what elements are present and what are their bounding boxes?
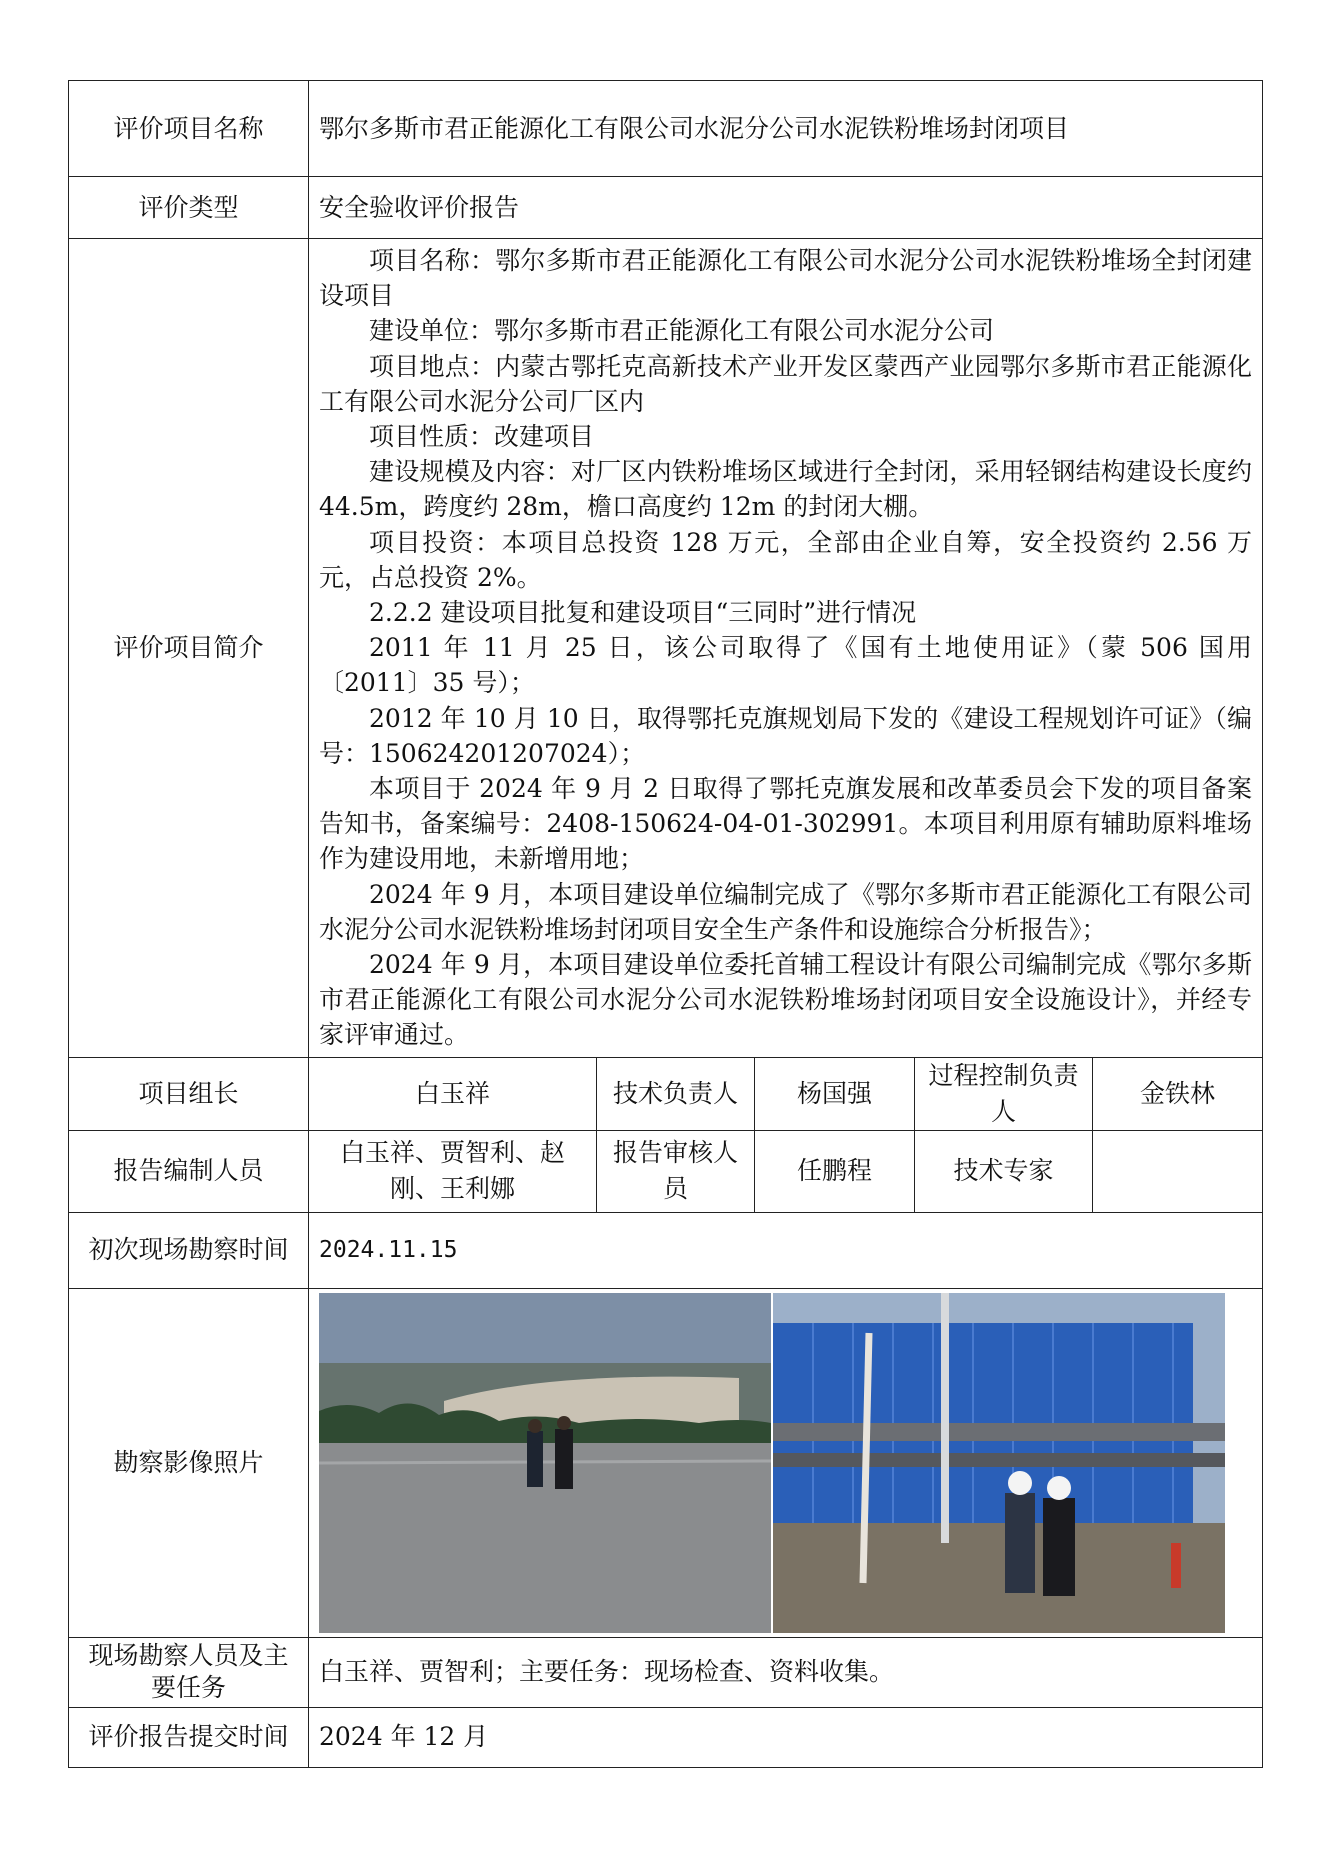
intro-paragraph: 建设规模及内容：对厂区内铁粉堆场区域进行全封闭，采用轻钢结构建设长度约 44.5m，跨度约 28m，檐口高度约 12m 的封闭大棚。 bbox=[319, 457, 1252, 522]
eval-type-label: 评价类型 bbox=[69, 177, 309, 239]
intro-paragraph: 2012 年 10 月 10 日，取得鄂托克旗规划局下发的《建设工程规划许可证》（编号：150624201207024）； bbox=[319, 703, 1252, 768]
expert-label: 技术专家 bbox=[915, 1130, 1093, 1212]
photos-cell bbox=[309, 1288, 1263, 1637]
person-right bbox=[1043, 1498, 1075, 1596]
person-right-head bbox=[1047, 1476, 1071, 1500]
person-left-head bbox=[1008, 1471, 1032, 1495]
photo-road-line bbox=[319, 1461, 771, 1463]
intro-paragraph: 2.2.2 建设项目批复和建设项目“三同时”进行情况 bbox=[369, 598, 917, 628]
reviewer-label: 报告审核人员 bbox=[597, 1130, 755, 1212]
survey-staff-value: 白玉祥、贾智利；主要任务：现场检查、资料收集。 bbox=[309, 1637, 1263, 1707]
project-name-value: 鄂尔多斯市君正能源化工有限公司水泥分公司水泥铁粉堆场封闭项目 bbox=[309, 81, 1263, 177]
compilers-value: 白玉祥、贾智利、赵刚、王利娜 bbox=[309, 1130, 597, 1212]
photo-ground bbox=[319, 1443, 771, 1633]
intro-paragraph: 项目性质：改建项目 bbox=[369, 422, 595, 452]
intro-paragraph: 2024 年 9 月，本项目建设单位委托首辅工程设计有限公司编制完成《鄂尔多斯市君正能源化工有限公司水泥分公司水泥铁粉堆场封闭项目安全设施设计》，并经专家评审通过。 bbox=[319, 950, 1252, 1050]
survey-staff-label: 现场勘察人员及主要任务 bbox=[69, 1637, 309, 1707]
row-submit-time bbox=[69, 1707, 1263, 1767]
row-eval-type bbox=[69, 177, 1263, 239]
intro-paragraph: 项目名称：鄂尔多斯市君正能源化工有限公司水泥分公司水泥铁粉堆场全封闭建设项目 bbox=[319, 246, 1252, 311]
person-right-head bbox=[557, 1416, 571, 1430]
photo-ground bbox=[773, 1523, 1225, 1633]
intro-label: 评价项目简介 bbox=[69, 239, 309, 1058]
team-leader-label: 项目组长 bbox=[69, 1057, 309, 1130]
reviewer-value: 任鹏程 bbox=[755, 1130, 915, 1212]
team-leader-value: 白玉祥 bbox=[309, 1057, 597, 1130]
row-compilers bbox=[69, 1130, 1263, 1212]
intro-paragraph: 2024 年 9 月，本项目建设单位编制完成了《鄂尔多斯市君正能源化工有限公司水泥分公司水泥铁粉堆场封闭项目安全生产条件和设施综合分析报告》； bbox=[319, 879, 1252, 944]
photos-label: 勘察影像照片 bbox=[69, 1288, 309, 1637]
intro-content bbox=[309, 239, 1263, 1058]
tech-lead-value: 杨国强 bbox=[755, 1057, 915, 1130]
person-left bbox=[527, 1431, 543, 1487]
person-left-head bbox=[528, 1419, 542, 1433]
person-left bbox=[1005, 1493, 1035, 1593]
eval-type-value: 安全验收评价报告 bbox=[309, 177, 1263, 239]
intro-paragraph: 建设单位：鄂尔多斯市君正能源化工有限公司水泥分公司 bbox=[369, 316, 995, 346]
photo-pole bbox=[941, 1293, 949, 1543]
row-photos bbox=[69, 1288, 1263, 1637]
row-team-leader bbox=[69, 1057, 1263, 1130]
submit-time-value: 2024 年 12 月 bbox=[309, 1707, 1263, 1767]
site-photo-left bbox=[319, 1293, 771, 1633]
tech-lead-label: 技术负责人 bbox=[597, 1057, 755, 1130]
survey-time-label: 初次现场勘察时间 bbox=[69, 1212, 309, 1288]
photo-pipe bbox=[773, 1423, 1225, 1441]
person-right bbox=[555, 1429, 573, 1489]
photo-hydrant bbox=[1171, 1543, 1181, 1588]
project-name-label: 评价项目名称 bbox=[69, 81, 309, 177]
submit-time-label: 评价报告提交时间 bbox=[69, 1707, 309, 1767]
expert-value bbox=[1093, 1130, 1263, 1212]
intro-paragraph: 项目投资：本项目总投资 128 万元，全部由企业自筹，安全投资约 2.56 万元，占总投资 2%。 bbox=[319, 527, 1252, 592]
row-intro bbox=[69, 239, 1263, 1058]
row-project-name bbox=[69, 81, 1263, 177]
row-survey-staff bbox=[69, 1637, 1263, 1707]
intro-paragraph: 项目地点：内蒙古鄂托克高新技术产业开发区蒙西产业园鄂尔多斯市君正能源化工有限公司水泥分公司厂区内 bbox=[319, 351, 1252, 416]
row-survey-time bbox=[69, 1212, 1263, 1288]
process-control-label: 过程控制负责人 bbox=[915, 1057, 1093, 1130]
site-photo-right bbox=[773, 1293, 1225, 1633]
photo-strip bbox=[319, 1289, 1252, 1637]
intro-paragraph: 本项目于 2024 年 9 月 2 日取得了鄂托克旗发展和改革委员会下发的项目备案告知书，备案编号：2408-150624-04-01-302991。本项目利用原有辅助原料堆场作为建设用地，未新增用地； bbox=[319, 774, 1252, 874]
compilers-label: 报告编制人员 bbox=[69, 1130, 309, 1212]
survey-time-value: 2024.11.15 bbox=[309, 1212, 1263, 1288]
evaluation-info-table bbox=[68, 80, 1263, 1768]
intro-paragraph: 2011 年 11 月 25 日，该公司取得了《国有土地使用证》（蒙 506 国用〔2011〕35 号）； bbox=[319, 633, 1252, 698]
photo-pipe bbox=[773, 1453, 1225, 1467]
process-control-value: 金铁林 bbox=[1093, 1057, 1263, 1130]
